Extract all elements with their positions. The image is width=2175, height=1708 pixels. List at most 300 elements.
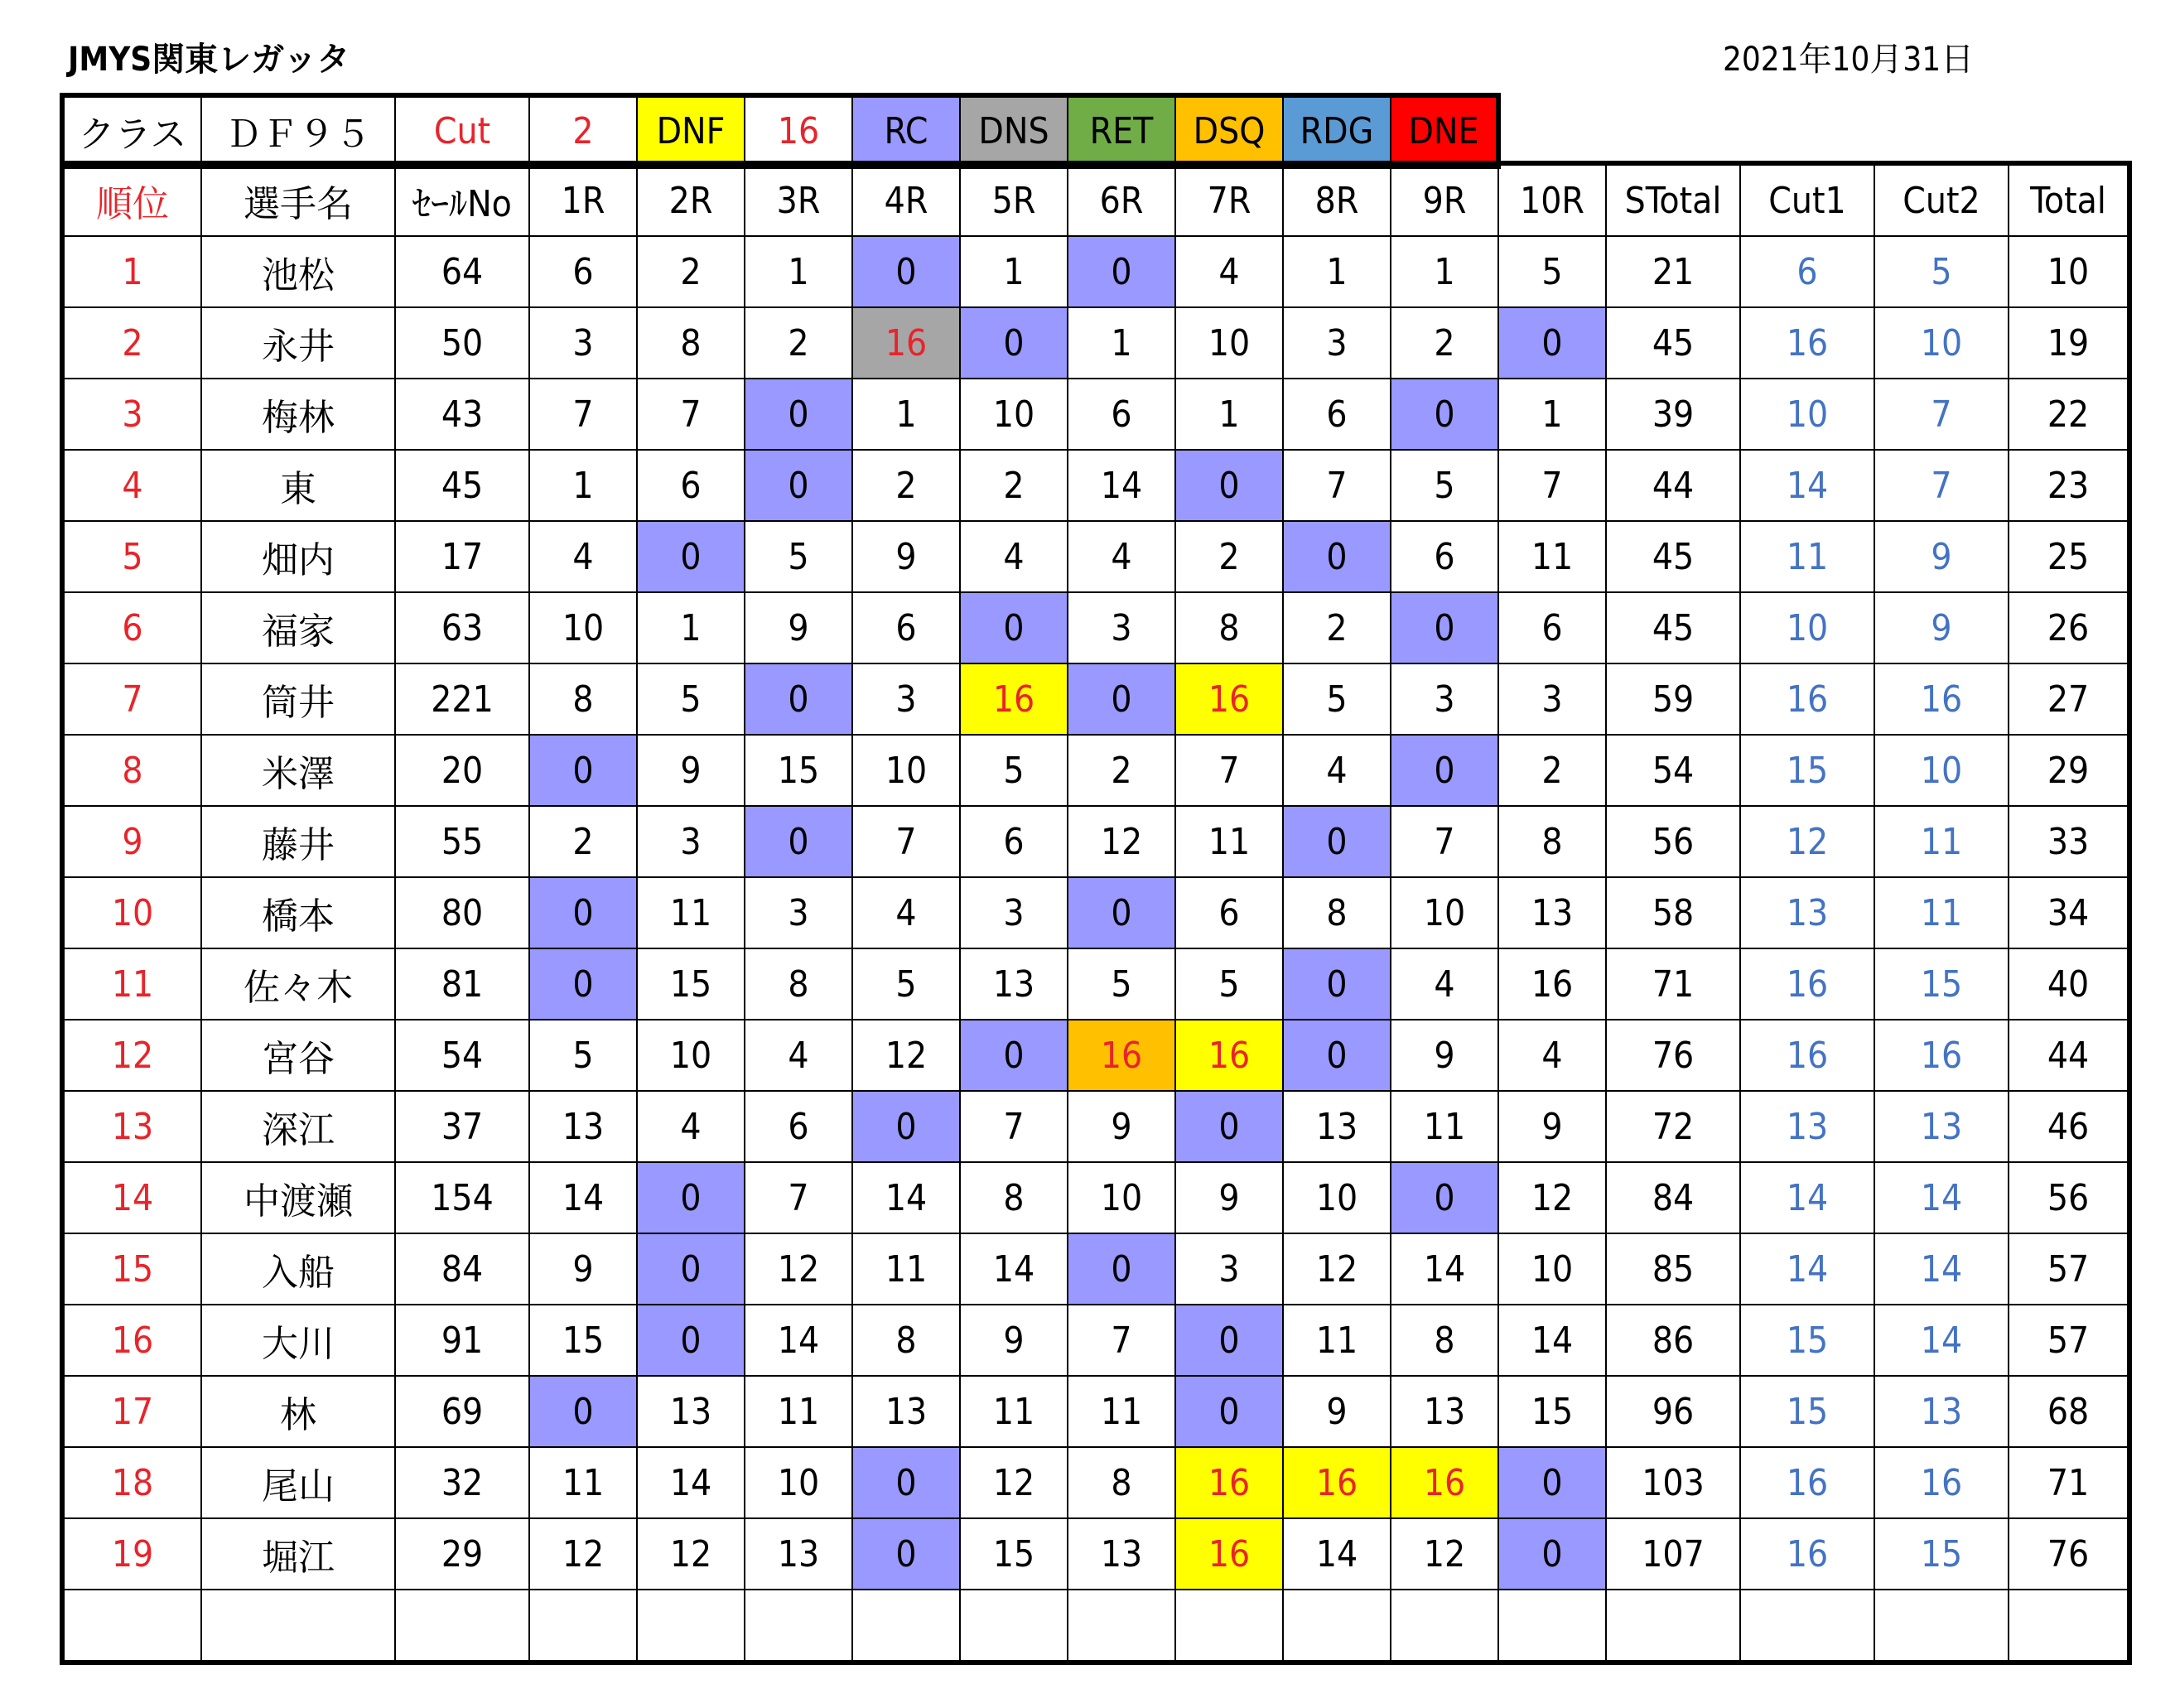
sail-no-cell: 63 <box>395 592 529 663</box>
stotal-cell: 21 <box>1606 236 1740 307</box>
race-score-cell: 16 <box>1068 1020 1175 1091</box>
race-score-cell: 2 <box>637 236 745 307</box>
column-header: 4R <box>852 163 960 236</box>
race-score-cell: 16 <box>960 663 1068 735</box>
race-score-cell: 0 <box>529 948 637 1020</box>
regatta-title: JMYS関東レガッタ <box>68 41 350 79</box>
race-score-cell: 5 <box>1068 948 1175 1020</box>
empty-cell <box>1606 1590 1740 1662</box>
name-cell: 尾山 <box>201 1447 395 1518</box>
legend-cell: ＤＦ９５ <box>201 95 395 166</box>
legend-cell: クラス <box>62 95 201 166</box>
name-cell: 筒井 <box>201 663 395 735</box>
rank-cell: 15 <box>62 1233 201 1305</box>
race-score-cell: 4 <box>1175 236 1283 307</box>
empty-cell <box>62 1590 201 1662</box>
cut2-cell: 16 <box>1874 1447 2009 1518</box>
race-score-cell: 8 <box>529 663 637 735</box>
race-score-cell: 9 <box>1498 1091 1606 1162</box>
race-score-cell: 12 <box>1068 806 1175 877</box>
name-cell: 東 <box>201 450 395 521</box>
name-cell: 深江 <box>201 1091 395 1162</box>
race-score-cell: 5 <box>852 948 960 1020</box>
sail-no-cell: 54 <box>395 1020 529 1091</box>
table-row <box>62 1091 2129 1162</box>
race-score-cell: 16 <box>852 307 960 379</box>
rank-cell: 10 <box>62 877 201 948</box>
race-score-cell: 3 <box>529 307 637 379</box>
cut2-cell: 10 <box>1874 307 2009 379</box>
stotal-cell: 56 <box>1606 806 1740 877</box>
race-score-cell: 1 <box>960 236 1068 307</box>
race-score-cell: 8 <box>960 1162 1068 1233</box>
race-score-cell: 3 <box>1175 1233 1283 1305</box>
race-score-cell: 0 <box>1175 1091 1283 1162</box>
total-cell: 68 <box>2009 1376 2129 1447</box>
race-score-cell: 13 <box>1498 877 1606 948</box>
table-row <box>62 1376 2129 1447</box>
race-score-cell: 13 <box>960 948 1068 1020</box>
total-cell: 19 <box>2009 307 2129 379</box>
column-header: 9R <box>1391 163 1498 236</box>
cut1-cell: 14 <box>1740 1233 1874 1305</box>
table-row <box>62 450 2129 521</box>
table-row <box>62 1305 2129 1376</box>
race-score-cell: 0 <box>637 1305 745 1376</box>
total-cell: 26 <box>2009 592 2129 663</box>
column-header: 8R <box>1283 163 1391 236</box>
table-row <box>62 1162 2129 1233</box>
legend-cell: RDG <box>1283 95 1391 166</box>
empty-cell <box>1068 1590 1175 1662</box>
table-row <box>62 948 2129 1020</box>
column-header: 3R <box>745 163 852 236</box>
race-score-cell: 6 <box>960 806 1068 877</box>
race-score-cell: 8 <box>852 1305 960 1376</box>
race-score-cell: 14 <box>745 1305 852 1376</box>
race-score-cell: 7 <box>1068 1305 1175 1376</box>
race-score-cell: 0 <box>852 1518 960 1590</box>
stotal-cell: 45 <box>1606 521 1740 592</box>
name-cell: 中渡瀬 <box>201 1162 395 1233</box>
race-score-cell: 15 <box>960 1518 1068 1590</box>
empty-cell <box>1740 1590 1874 1662</box>
race-score-cell: 6 <box>1498 592 1606 663</box>
rank-cell: 9 <box>62 806 201 877</box>
race-score-cell: 2 <box>1391 307 1498 379</box>
stotal-cell: 59 <box>1606 663 1740 735</box>
column-header: 10R <box>1498 163 1606 236</box>
total-cell: 34 <box>2009 877 2129 948</box>
cut1-cell: 14 <box>1740 450 1874 521</box>
rank-cell: 13 <box>62 1091 201 1162</box>
race-score-cell: 2 <box>1498 735 1606 806</box>
total-cell: 40 <box>2009 948 2129 1020</box>
cut1-cell: 15 <box>1740 735 1874 806</box>
race-score-cell: 0 <box>1175 450 1283 521</box>
race-score-cell: 5 <box>529 1020 637 1091</box>
race-score-cell: 10 <box>1283 1162 1391 1233</box>
total-cell: 27 <box>2009 663 2129 735</box>
sail-no-cell: 91 <box>395 1305 529 1376</box>
total-cell: 56 <box>2009 1162 2129 1233</box>
race-score-cell: 10 <box>529 592 637 663</box>
header-row <box>62 163 2129 236</box>
race-score-cell: 1 <box>1283 236 1391 307</box>
sail-no-cell: 154 <box>395 1162 529 1233</box>
cut2-cell: 7 <box>1874 379 2009 450</box>
cut1-cell: 16 <box>1740 307 1874 379</box>
cut1-cell: 14 <box>1740 1162 1874 1233</box>
table-row <box>62 592 2129 663</box>
race-score-cell: 13 <box>852 1376 960 1447</box>
legend-row <box>62 95 1498 166</box>
race-score-cell: 6 <box>1391 521 1498 592</box>
race-score-cell: 1 <box>852 379 960 450</box>
empty-cell <box>1175 1590 1283 1662</box>
legend-cell: DNF <box>637 95 745 166</box>
stotal-cell: 84 <box>1606 1162 1740 1233</box>
race-score-cell: 16 <box>1498 948 1606 1020</box>
column-header: 2R <box>637 163 745 236</box>
race-score-cell: 0 <box>637 1162 745 1233</box>
race-score-cell: 9 <box>1283 1376 1391 1447</box>
race-score-cell: 12 <box>529 1518 637 1590</box>
race-score-cell: 9 <box>637 735 745 806</box>
rank-cell: 8 <box>62 735 201 806</box>
race-score-cell: 0 <box>1283 521 1391 592</box>
race-score-cell: 16 <box>1283 1447 1391 1518</box>
race-score-cell: 9 <box>852 521 960 592</box>
race-score-cell: 0 <box>1283 806 1391 877</box>
race-score-cell: 0 <box>745 806 852 877</box>
sail-no-cell: 50 <box>395 307 529 379</box>
race-score-cell: 3 <box>1283 307 1391 379</box>
column-header: 1R <box>529 163 637 236</box>
cut2-cell: 13 <box>1874 1091 2009 1162</box>
race-score-cell: 3 <box>960 877 1068 948</box>
race-score-cell: 12 <box>637 1518 745 1590</box>
legend-cell: RC <box>852 95 960 166</box>
name-cell: 佐々木 <box>201 948 395 1020</box>
race-score-cell: 7 <box>745 1162 852 1233</box>
race-score-cell: 10 <box>960 379 1068 450</box>
race-score-cell: 0 <box>1068 1233 1175 1305</box>
race-score-cell: 11 <box>1175 806 1283 877</box>
name-cell: 永井 <box>201 307 395 379</box>
legend-table <box>60 93 1501 169</box>
sail-no-cell: 80 <box>395 877 529 948</box>
empty-cell <box>529 1590 637 1662</box>
race-score-cell: 14 <box>1391 1233 1498 1305</box>
race-score-cell: 0 <box>529 735 637 806</box>
column-header: 6R <box>1068 163 1175 236</box>
table-row <box>62 379 2129 450</box>
column-header: Cut2 <box>1874 163 2009 236</box>
race-score-cell: 13 <box>1068 1518 1175 1590</box>
table-row <box>62 1518 2129 1590</box>
cut2-cell: 9 <box>1874 521 2009 592</box>
cut1-cell: 6 <box>1740 236 1874 307</box>
column-header: Total <box>2009 163 2129 236</box>
race-score-cell: 7 <box>960 1091 1068 1162</box>
race-score-cell: 15 <box>745 735 852 806</box>
column-header: ｾｰﾙNo <box>395 163 529 236</box>
race-score-cell: 1 <box>637 592 745 663</box>
legend-cell: RET <box>1068 95 1175 166</box>
rank-cell: 1 <box>62 236 201 307</box>
cut1-cell: 16 <box>1740 1020 1874 1091</box>
race-score-cell: 6 <box>745 1091 852 1162</box>
name-cell: 大川 <box>201 1305 395 1376</box>
race-score-cell: 3 <box>1391 663 1498 735</box>
race-score-cell: 16 <box>1175 1518 1283 1590</box>
race-score-cell: 1 <box>1391 236 1498 307</box>
legend-cell: 16 <box>745 95 852 166</box>
race-score-cell: 12 <box>852 1020 960 1091</box>
stotal-cell: 54 <box>1606 735 1740 806</box>
name-cell: 池松 <box>201 236 395 307</box>
race-score-cell: 8 <box>1391 1305 1498 1376</box>
race-score-cell: 7 <box>637 379 745 450</box>
race-score-cell: 9 <box>960 1305 1068 1376</box>
race-score-cell: 0 <box>1068 663 1175 735</box>
race-score-cell: 2 <box>852 450 960 521</box>
race-score-cell: 4 <box>745 1020 852 1091</box>
cut1-cell: 16 <box>1740 948 1874 1020</box>
race-score-cell: 12 <box>1283 1233 1391 1305</box>
total-cell: 22 <box>2009 379 2129 450</box>
race-score-cell: 10 <box>1175 307 1283 379</box>
race-score-cell: 4 <box>852 877 960 948</box>
race-score-cell: 6 <box>852 592 960 663</box>
column-header: STotal <box>1606 163 1740 236</box>
race-score-cell: 9 <box>529 1233 637 1305</box>
race-score-cell: 0 <box>637 1233 745 1305</box>
race-score-cell: 15 <box>1498 1376 1606 1447</box>
race-score-cell: 6 <box>529 236 637 307</box>
race-score-cell: 0 <box>1283 948 1391 1020</box>
race-score-cell: 0 <box>1391 735 1498 806</box>
stotal-cell: 103 <box>1606 1447 1740 1518</box>
cut2-cell: 16 <box>1874 1020 2009 1091</box>
race-score-cell: 8 <box>1498 806 1606 877</box>
race-score-cell: 0 <box>960 1020 1068 1091</box>
cut2-cell: 13 <box>1874 1376 2009 1447</box>
cut2-cell: 16 <box>1874 663 2009 735</box>
race-score-cell: 8 <box>1283 877 1391 948</box>
race-score-cell: 9 <box>745 592 852 663</box>
cut1-cell: 13 <box>1740 877 1874 948</box>
empty-cell <box>745 1590 852 1662</box>
name-cell: 福家 <box>201 592 395 663</box>
race-score-cell: 4 <box>1283 735 1391 806</box>
race-score-cell: 11 <box>637 877 745 948</box>
name-cell: 林 <box>201 1376 395 1447</box>
race-score-cell: 12 <box>1498 1162 1606 1233</box>
name-cell: 宮谷 <box>201 1020 395 1091</box>
sail-no-cell: 37 <box>395 1091 529 1162</box>
table-row <box>62 663 2129 735</box>
race-score-cell: 2 <box>1068 735 1175 806</box>
stotal-cell: 76 <box>1606 1020 1740 1091</box>
sail-no-cell: 221 <box>395 663 529 735</box>
race-score-cell: 0 <box>529 1376 637 1447</box>
empty-cell <box>2009 1590 2129 1662</box>
sail-no-cell: 69 <box>395 1376 529 1447</box>
cut2-cell: 10 <box>1874 735 2009 806</box>
race-score-cell: 15 <box>637 948 745 1020</box>
race-score-cell: 8 <box>1175 592 1283 663</box>
empty-cell <box>1874 1590 2009 1662</box>
stotal-cell: 39 <box>1606 379 1740 450</box>
race-score-cell: 12 <box>960 1447 1068 1518</box>
total-cell: 25 <box>2009 521 2129 592</box>
race-score-cell: 7 <box>1391 806 1498 877</box>
results-table <box>60 161 2132 1665</box>
race-score-cell: 14 <box>637 1447 745 1518</box>
race-score-cell: 16 <box>1391 1447 1498 1518</box>
race-score-cell: 13 <box>1283 1091 1391 1162</box>
race-score-cell: 11 <box>1283 1305 1391 1376</box>
stotal-cell: 85 <box>1606 1233 1740 1305</box>
column-header: 選手名 <box>201 163 395 236</box>
race-score-cell: 1 <box>529 450 637 521</box>
cut2-cell: 7 <box>1874 450 2009 521</box>
race-score-cell: 8 <box>637 307 745 379</box>
name-cell: 橋本 <box>201 877 395 948</box>
race-score-cell: 11 <box>1068 1376 1175 1447</box>
race-score-cell: 14 <box>960 1233 1068 1305</box>
table-row <box>62 1447 2129 1518</box>
total-cell: 44 <box>2009 1020 2129 1091</box>
total-cell: 33 <box>2009 806 2129 877</box>
table-row <box>62 806 2129 877</box>
cut2-cell: 15 <box>1874 1518 2009 1590</box>
cut1-cell: 15 <box>1740 1376 1874 1447</box>
cut2-cell: 9 <box>1874 592 2009 663</box>
race-score-cell: 0 <box>745 450 852 521</box>
total-cell: 23 <box>2009 450 2129 521</box>
race-score-cell: 6 <box>1068 379 1175 450</box>
stotal-cell: 107 <box>1606 1518 1740 1590</box>
cut1-cell: 15 <box>1740 1305 1874 1376</box>
race-score-cell: 0 <box>1498 1447 1606 1518</box>
race-score-cell: 2 <box>960 450 1068 521</box>
total-cell: 71 <box>2009 1447 2129 1518</box>
column-header: Cut1 <box>1740 163 1874 236</box>
stotal-cell: 44 <box>1606 450 1740 521</box>
race-score-cell: 8 <box>1068 1447 1175 1518</box>
empty-cell <box>1498 1590 1606 1662</box>
table-row <box>62 1020 2129 1091</box>
race-score-cell: 12 <box>1391 1518 1498 1590</box>
sail-no-cell: 29 <box>395 1518 529 1590</box>
race-score-cell: 2 <box>529 806 637 877</box>
legend-cell: DNS <box>960 95 1068 166</box>
race-score-cell: 3 <box>1498 663 1606 735</box>
table-row <box>62 877 2129 948</box>
race-score-cell: 0 <box>745 379 852 450</box>
cut1-cell: 16 <box>1740 1447 1874 1518</box>
race-score-cell: 0 <box>1068 236 1175 307</box>
name-cell: 入船 <box>201 1233 395 1305</box>
empty-cell <box>637 1590 745 1662</box>
race-score-cell: 0 <box>1175 1376 1283 1447</box>
table-row <box>62 521 2129 592</box>
event-date: 2021年10月31日 <box>1723 41 1975 79</box>
cut1-cell: 10 <box>1740 592 1874 663</box>
stotal-cell: 72 <box>1606 1091 1740 1162</box>
race-score-cell: 12 <box>745 1233 852 1305</box>
race-score-cell: 5 <box>745 521 852 592</box>
race-score-cell: 10 <box>1068 1162 1175 1233</box>
race-score-cell: 11 <box>852 1233 960 1305</box>
legend-cell: DNE <box>1391 95 1498 166</box>
race-score-cell: 0 <box>1175 1305 1283 1376</box>
race-score-cell: 14 <box>852 1162 960 1233</box>
race-score-cell: 0 <box>637 521 745 592</box>
legend-cell: DSQ <box>1175 95 1283 166</box>
name-cell: 米澤 <box>201 735 395 806</box>
race-score-cell: 11 <box>529 1447 637 1518</box>
rank-cell: 2 <box>62 307 201 379</box>
race-score-cell: 0 <box>1391 379 1498 450</box>
race-score-cell: 14 <box>1068 450 1175 521</box>
empty-cell <box>852 1590 960 1662</box>
race-score-cell: 0 <box>1283 1020 1391 1091</box>
race-score-cell: 10 <box>1391 877 1498 948</box>
race-score-cell: 15 <box>529 1305 637 1376</box>
race-score-cell: 10 <box>745 1447 852 1518</box>
cut1-cell: 10 <box>1740 379 1874 450</box>
race-score-cell: 2 <box>1175 521 1283 592</box>
race-score-cell: 7 <box>1175 735 1283 806</box>
race-score-cell: 7 <box>529 379 637 450</box>
race-score-cell: 14 <box>1283 1518 1391 1590</box>
rank-cell: 16 <box>62 1305 201 1376</box>
stotal-cell: 96 <box>1606 1376 1740 1447</box>
race-score-cell: 6 <box>637 450 745 521</box>
rank-cell: 11 <box>62 948 201 1020</box>
race-score-cell: 1 <box>1498 379 1606 450</box>
cut2-cell: 11 <box>1874 806 2009 877</box>
total-cell: 76 <box>2009 1518 2129 1590</box>
sail-no-cell: 32 <box>395 1447 529 1518</box>
empty-cell <box>1391 1590 1498 1662</box>
cut2-cell: 5 <box>1874 236 2009 307</box>
race-score-cell: 13 <box>529 1091 637 1162</box>
race-score-cell: 11 <box>745 1376 852 1447</box>
empty-cell <box>960 1590 1068 1662</box>
cut2-cell: 11 <box>1874 877 2009 948</box>
cut1-cell: 12 <box>1740 806 1874 877</box>
race-score-cell: 13 <box>1391 1376 1498 1447</box>
race-score-cell: 1 <box>745 236 852 307</box>
rank-cell: 3 <box>62 379 201 450</box>
sail-no-cell: 45 <box>395 450 529 521</box>
legend-cell: Cut <box>395 95 529 166</box>
sail-no-cell: 81 <box>395 948 529 1020</box>
column-header: 7R <box>1175 163 1283 236</box>
race-score-cell: 5 <box>1391 450 1498 521</box>
race-score-cell: 6 <box>1175 877 1283 948</box>
cut2-cell: 15 <box>1874 948 2009 1020</box>
race-score-cell: 4 <box>1068 521 1175 592</box>
stotal-cell: 45 <box>1606 592 1740 663</box>
race-score-cell: 0 <box>745 663 852 735</box>
table-row <box>62 307 2129 379</box>
